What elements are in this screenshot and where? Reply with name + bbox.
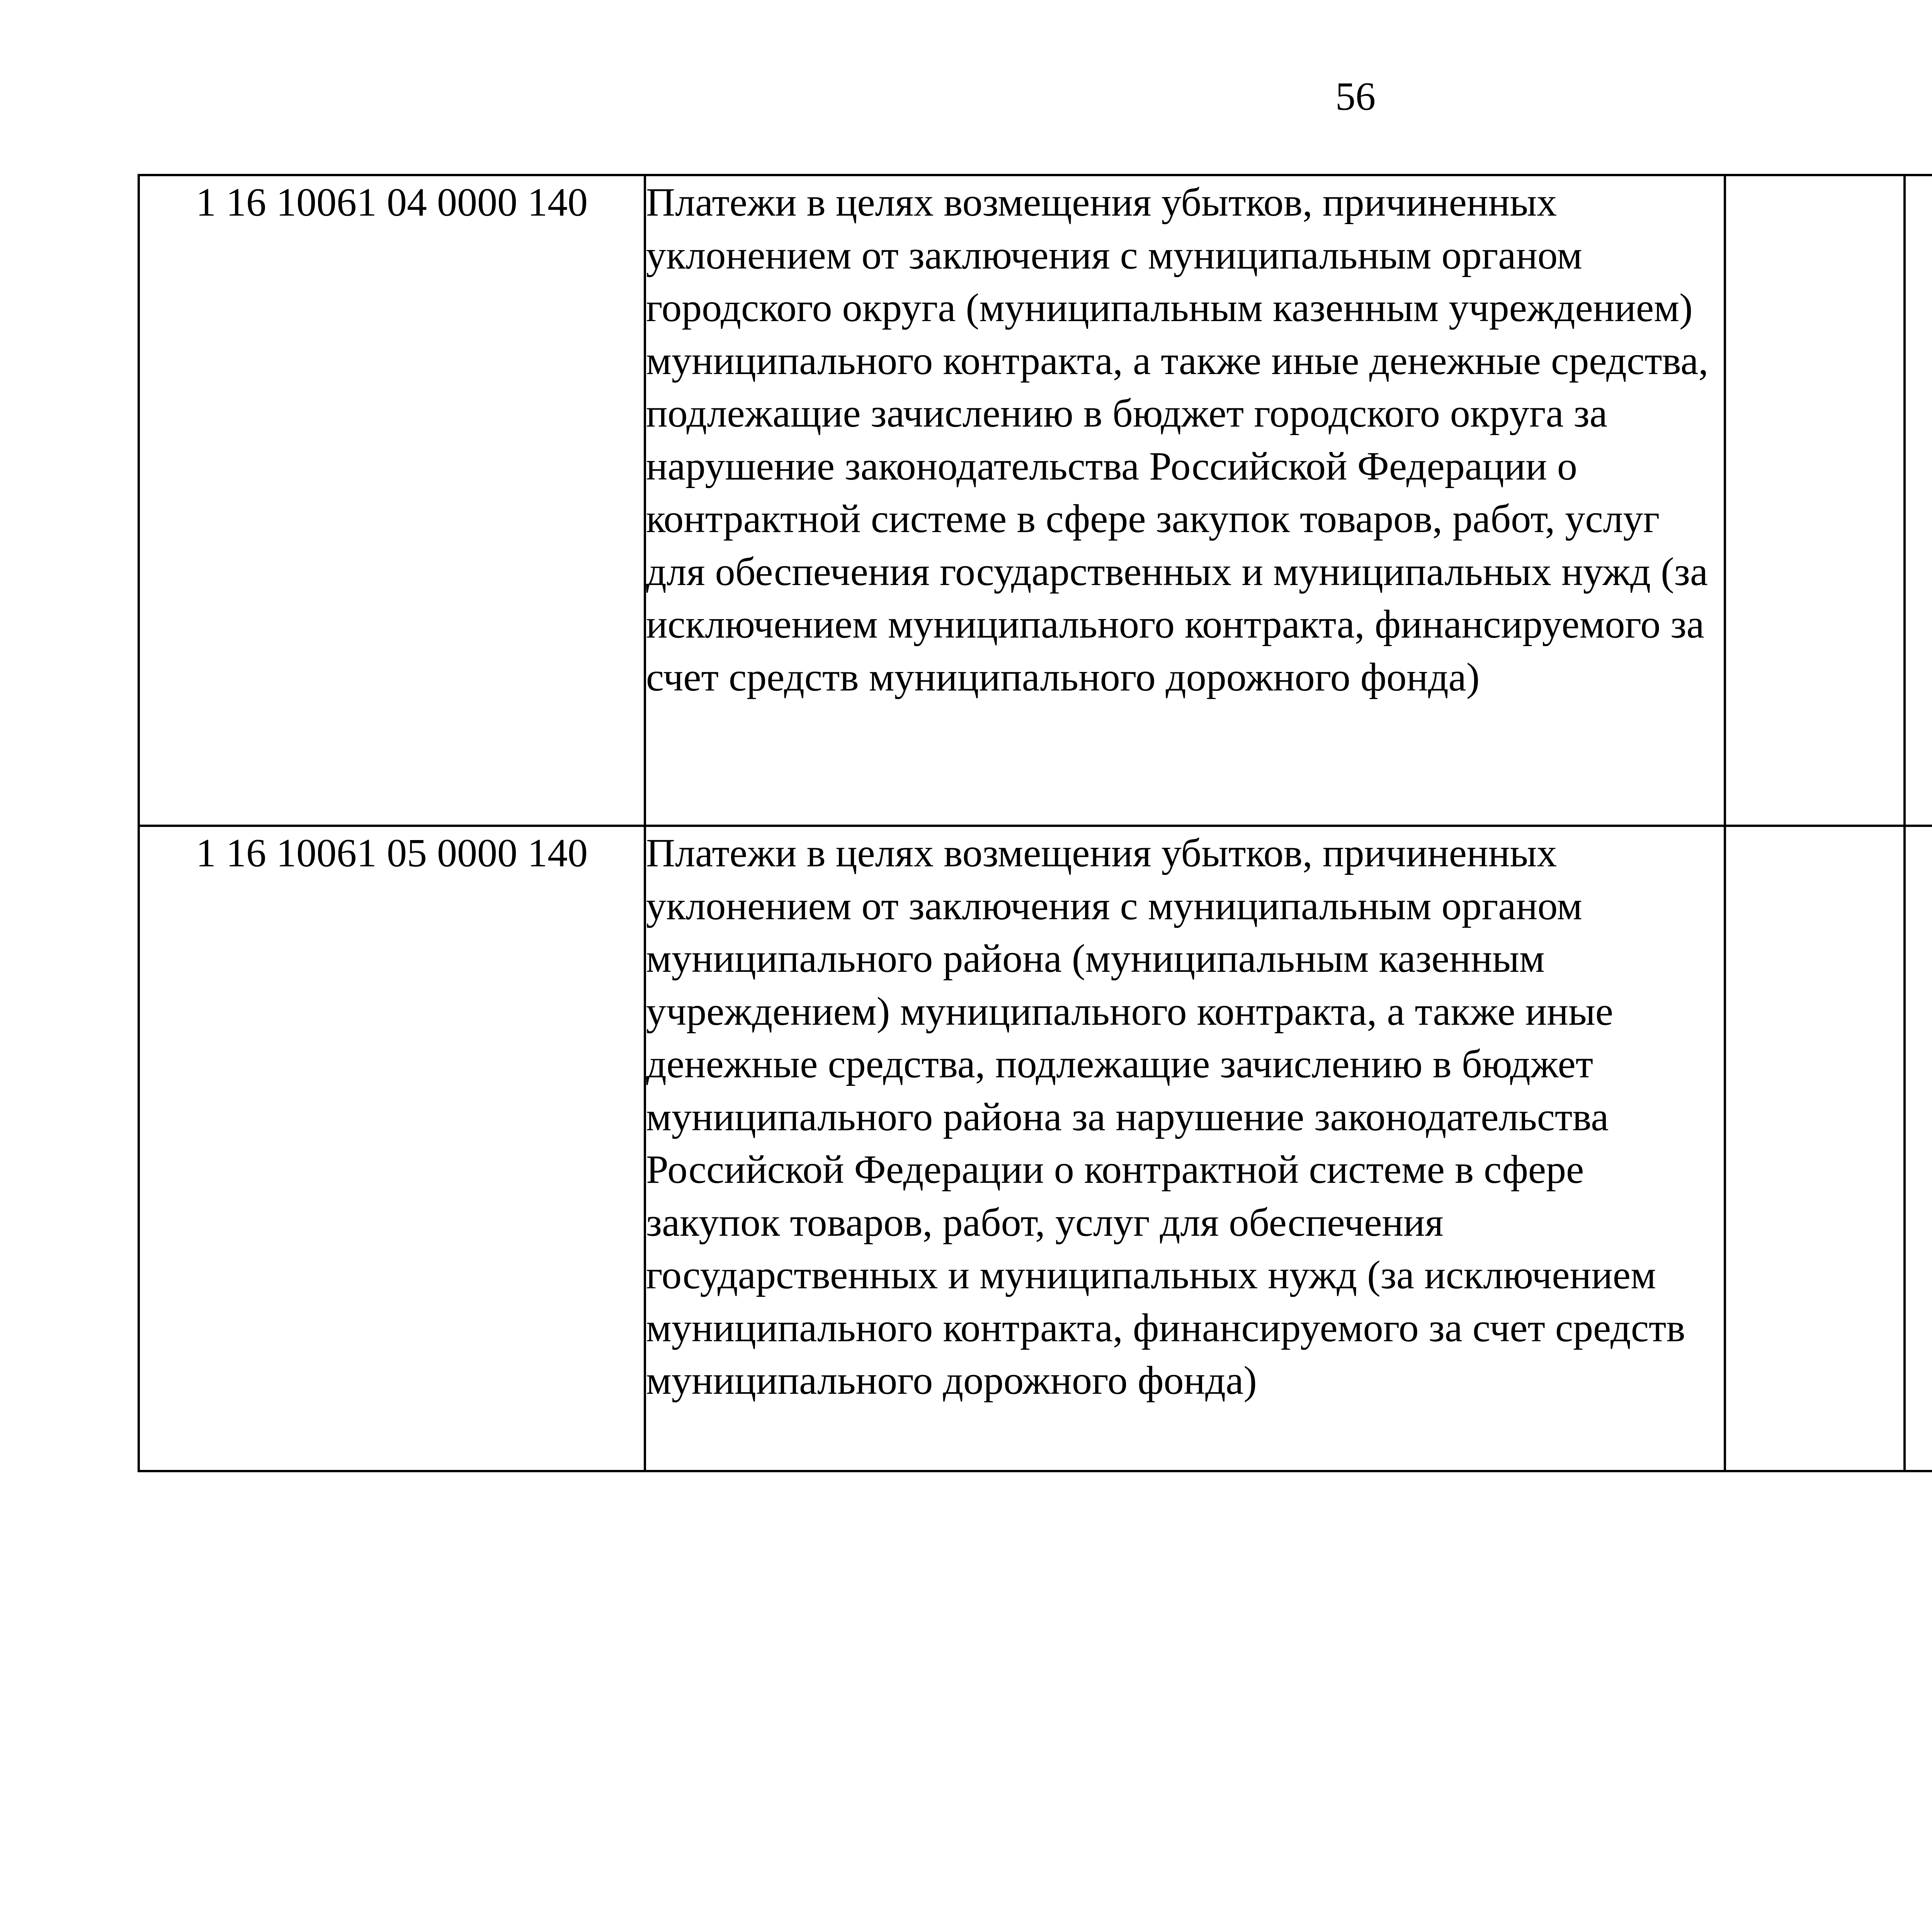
value-cell — [1905, 175, 1932, 826]
revenue-description-cell: Платежи в целях возмещения убытков, причиненных уклонением от заключения с муниципальным органом муниципального района (муниципальным казенным учреждением) муниципального контракта, а также иные денежные средства, подлежащие зачислению в бюджет муниципального района за нарушение законодательства Российской Федерации о контрактной системе в сфере закупок товаров, работ, услуг для обеспечения государственных и муниципальных нужд (за исключением муниципального контракта, финансируемого за счет средств муниципального дорожного фонда) — [645, 826, 1725, 1471]
budget-code-cell: 1 16 10061 04 0000 140 — [139, 175, 645, 826]
revenue-description-cell: Платежи в целях возмещения убытков, причиненных уклонением от заключения с муниципальным органом городского округа (муниципальным казенным учреждением) муниципального контракта, а также иные денежные средства, подлежащие зачислению в бюджет городского округа за нарушение законодательства Российской Федерации о контрактной системе в сфере закупок товаров, работ, услуг для обеспечения государственных и муниципальных нужд (за исключением муниципального контракта, финансируемого за счет средств муниципального дорожного фонда) — [645, 175, 1725, 826]
revenue-distribution-table — [138, 174, 1932, 1472]
budget-code-cell: 1 16 10061 05 0000 140 — [139, 826, 645, 1471]
value-cell — [1725, 826, 1905, 1471]
value-cell — [1725, 175, 1905, 826]
value-cell — [1905, 826, 1932, 1471]
table-row — [139, 826, 1932, 1471]
table-row — [139, 175, 1932, 826]
page-number: 56 — [1335, 74, 1376, 119]
